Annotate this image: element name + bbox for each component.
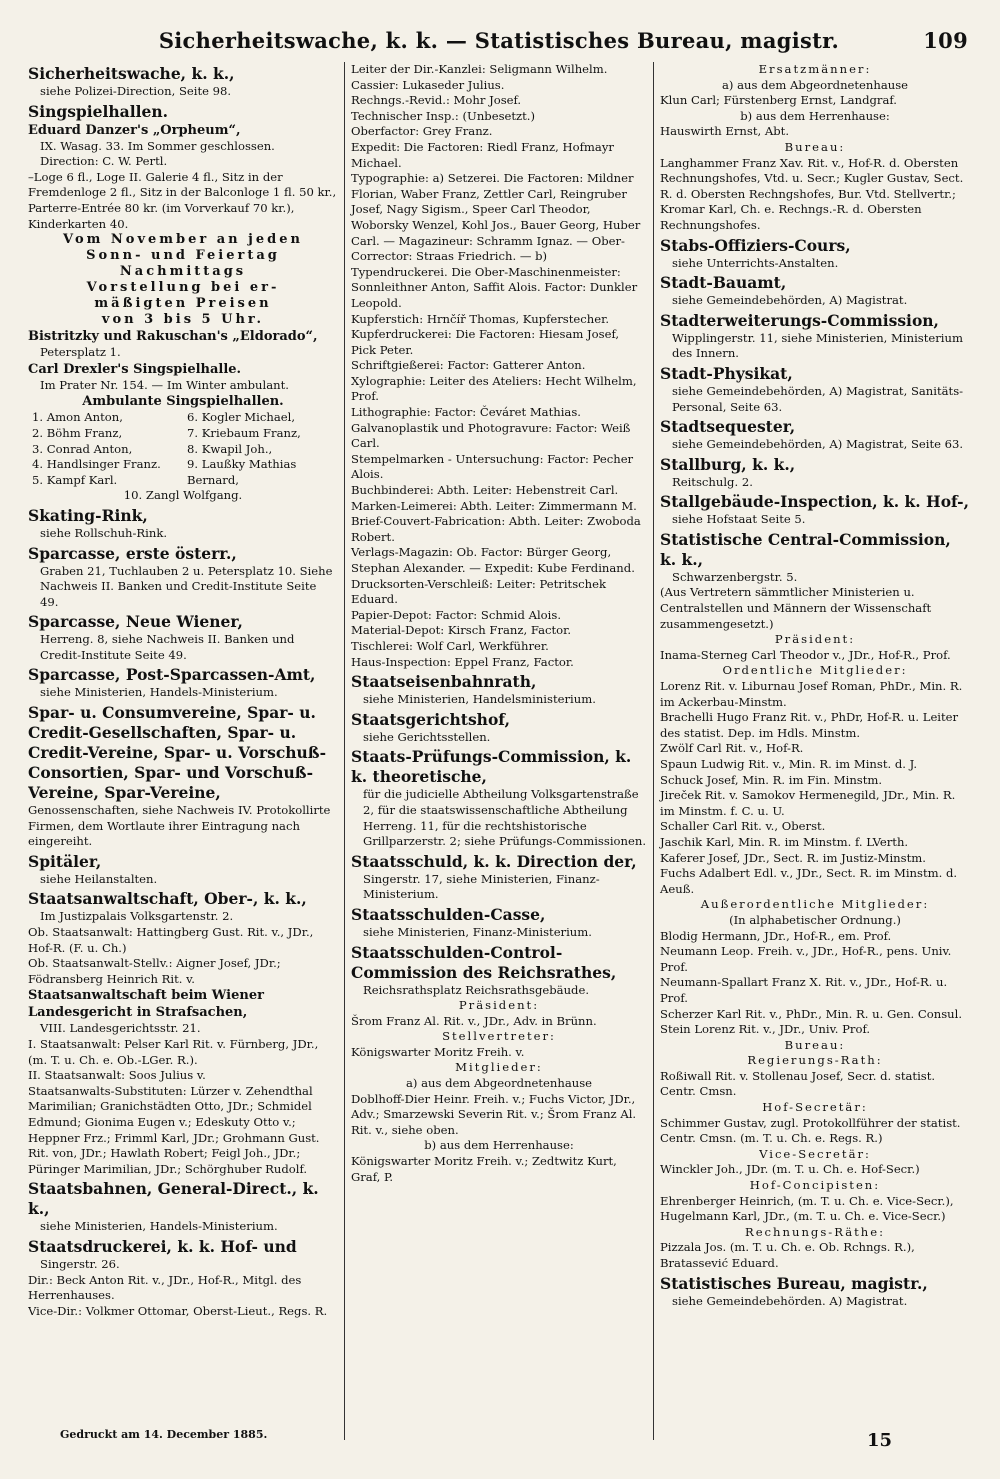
entry-text: Expedit: Die Factoren: Riedl Franz, Hofmayr Michael. [351,139,614,170]
entry-text: Königswarter Moritz Freih. v. [351,1044,525,1059]
entry-text: Typographie: a) Setzerei. Die Factoren: Mildner Florian, Waber Franz, Zettler Carl, Reingruber Josef, Nagy Sigism., Speer Carl Theodor, Woborsky Wenzel, Kohl Jos., Bauer Georg, Huber Carl. — Magazineur: Schramm Ignaz. — Ober-Corrector: Straas Friedrich. — b) Typendruckerei. Die Ober-Maschinenmeister: Sonnleithner Anton, Saffit Alois. Factor: Dunkler Leopold. [351,171,641,310]
entry-title: Staatsdruckerei, k. k. Hof- und [28,1236,297,1256]
announcement-line: Nachmittags [119,264,247,280]
entry-title: Sparcasse, Neue Wiener, [28,612,243,632]
entry-text: Schriftgießerei: Factor: Gatterer Anton. [351,358,586,373]
entry-text: Šrom Franz Al. Rit. v., JDr., Adv. in Brünn. [351,1013,597,1028]
entry-text: siehe Unterrichts-Anstalten. [672,255,839,270]
entry-title: Stallgebäude-Inspection, k. k. Hof-, [660,492,969,512]
entry-subtitle: Bistritzky und Rakuschan's „Eldorado“, [28,329,318,345]
announcement-line: Vom November an jeden [63,232,303,248]
entry-text: Petersplatz 1. [40,345,121,360]
entry-text: Im Justizpalais Volksgartenstr. 2. [40,909,234,924]
entry-text: Ehrenberger Heinrich, (m. T. u. Ch. e. Vice-Secr.), Hugelmann Karl, JDr., (m. T. u. Ch. e. Vice-Secr.) [660,1193,954,1224]
entry-title: Staats-Prüfungs-Commission, k. k. theoretische, [351,747,632,787]
page-number: 109 [923,28,968,53]
entry-text: Verlags-Magazin: Ob. Factor: Bürger Georg, Stephan Alexander. — Expedit: Kube Ferdinand. [351,545,635,575]
list-item: 3. Conrad Anton, [32,441,133,456]
column-right [654,62,970,1440]
entry-text: siehe Hofstaat Seite 5. [672,512,806,527]
entry-text: Fuchs Adalbert Edl. v., JDr., Sect. R. im Minstm. d. Aeuß. [660,866,958,896]
entry-text: Hauswirth Ernst, Abt. [660,124,790,139]
entry-text: Brief-Couvert-Fabrication: Abth. Leiter: Zwoboda Robert. [351,514,641,544]
entry-text: Oberfactor: Grey Franz. [351,124,493,139]
entry-text: Doblhoff-Dier Heinr. Freih. v.; Fuchs Victor, JDr., Adv.; Smarzewski Severin Rit. v.; Šrom Franz Al. Rit. v., siehe oben. [351,1091,637,1137]
entry-text: siehe Gemeindebehörden, A) Magistrat, Seite 63. [672,437,964,452]
entry-text: Material-Depot: Kirsch Franz, Factor. [351,623,572,638]
entry-title: Stadt-Physikat, [660,363,793,383]
column-left [28,62,344,1440]
section-heading: Rechnungs-Räthe: [744,1224,886,1239]
entry-text: Rechngs.-Revid.: Mohr Josef. [351,93,522,108]
entry-text: Technischer Insp.: (Unbesetzt.) [351,108,536,123]
entry-text: Ob. Staatsanwalt-Stellv.: Aigner Josef, JDr.; Födransberg Heinrich Rit. v. [28,956,281,986]
entry-text: Klun Carl; Fürstenberg Ernst, Landgraf. [660,93,897,108]
entry-text: –Loge 6 fl., Loge II. Galerie 4 fl., Sitz in der Fremdenloge 2 fl., Sitz in der Balconloge 1 fl. 50 kr., Parterre-Entrée 80 kr. (im Vorverkauf 70 kr.), Kinderkarten 40. [28,169,337,231]
entry-text: VIII. Landesgerichtsstr. 21. [40,1021,201,1036]
entry-text: II. Staatsanwalt: Soos Julius v. [28,1068,206,1083]
entry-text: siehe Heilanstalten. [40,871,158,886]
entry-text: Dir.: Beck Anton Rit. v., JDr., Hof-R., Mitgl. des Herrenhauses. [28,1272,302,1303]
performer-list [28,410,338,488]
entry-text: Neumann-Spallart Franz X. Rit. v., JDr., Hof-R. u. Prof. [660,975,948,1005]
entry-text: Brachelli Hugo Franz Rit. v., PhDr, Hof-R. u. Leiter des statist. Dep. im Hdls. Minstm. [660,710,959,740]
entry-text: Stein Lorenz Rit. v., JDr., Univ. Prof. [660,1022,871,1037]
entry-text: siehe Ministerien, Handels-Ministerium. [40,685,278,700]
entry-text: Im Prater Nr. 154. — Im Winter ambulant. [40,377,289,392]
entry-text: Cassier: Lukaseder Julius. [351,77,505,92]
entry-text: Marken-Leimerei: Abth. Leiter: Zimmermann M. [351,498,637,513]
printer-signature: 15 [866,1430,892,1451]
entry-text: Galvanoplastik und Photogravure: Factor: Weiß Carl. [351,420,631,451]
entry-title: Skating-Rink, [28,505,148,525]
entry-title: Singspielhallen. [28,101,169,121]
entry-subtitle: Carl Drexler's Singspielhalle. [28,361,242,377]
section-heading: Mitglieder: [455,1060,543,1075]
entry-text: Schuck Josef, Min. R. im Fin. Minstm. [660,772,883,787]
entry-subtitle: Ambulante Singspielhallen. [82,394,284,410]
list-item: 7. Kriebaum Franz, [187,425,301,440]
entry-title: Stabs-Offiziers-Cours, [660,235,851,255]
entry-subtitle: Eduard Danzer's „Orpheum“, [28,122,241,138]
entry-text: siehe Gemeindebehörden. A) Magistrat. [672,1293,908,1308]
section-heading: Hof-Concipisten: [749,1178,881,1193]
entry-text: Kaferer Josef, JDr., Sect. R. im Justiz-Minstm. [660,850,926,865]
list-item: 5. Kampf Karl. [32,472,118,487]
entry-title: Spitäler, [28,851,102,871]
section-heading: b) aus dem Herrenhause: [424,1138,574,1153]
entry-text: Schaller Carl Rit. v., Oberst. [660,819,826,834]
entry-title: Staatsgerichtshof, [351,709,511,729]
entry-text: Spaun Ludwig Rit. v., Min. R. im Minst. d. J. [660,757,918,771]
section-heading: a) aus dem Abgeordnetenhause [721,77,909,92]
entry-text: Singerstr. 17, siehe Ministerien, Finanz-Ministerium. [363,871,600,902]
section-heading: Ordentliche Mitglieder: [722,663,908,678]
list-item: 9. Laußky Mathias [187,457,297,472]
section-heading: Stellvertreter: [442,1029,556,1044]
page-header [28,28,970,56]
entry-title: Statistisches Bureau, magistr., [660,1273,928,1293]
entry-title: Stadt-Bauamt, [660,273,787,293]
entry-text: Reitschulg. 2. [672,474,753,489]
list-item: 8. Kwapil Joh., [187,441,273,456]
section-heading: (In alphabetischer Ordnung.) [729,912,901,927]
entry-text: Staatsanwalts-Substituten: Lürzer v. Zehendthal Marimilian; Granichstädten Otto, JDr.; Schmidel Edmund; Gionima Eugen v.; Edeskuty Otto v.; Heppner Frz.; Frimml Karl, JDr.; Grohmann Gust. Rit. von, JDr.; Hawlath Robert; Feigl Joh., JDr.; Püringer Marimilian, JDr.; Schörghuber Rudolf. [28,1083,320,1176]
entry-text: Jireček Rit. v. Samokov Hermenegild, JDr., Min. R. im Minstm. f. C. u. U. [660,788,956,818]
entry-text: Winckler Joh., JDr. (m. T. u. Ch. e. Hof-Secr.) [660,1162,920,1177]
list-item: 6. Kogler Michael, [187,410,296,425]
entry-text: I. Staatsanwalt: Pelser Karl Rit. v. Fürnberg, JDr., (m. T. u. Ch. e. Ob.-LGer. R.). [28,1037,319,1067]
section-heading: Präsident: [774,632,856,647]
entry-text: Kupferdruckerei: Die Factoren: Hiesam Josef, Pick Peter. [351,327,620,357]
section-heading: Präsident: [458,998,540,1013]
entry-text: siehe Ministerien, Handelsministerium. [363,692,596,707]
entry-text: Tischlerei: Wolf Carl, Werkführer. [351,638,549,653]
section-heading: Vice-Secretär: [759,1146,871,1161]
entry-text: Vice-Dir.: Volkmer Ottomar, Oberst-Lieut., Regs. R. [28,1303,328,1318]
print-date: Gedruckt am 14. December 1885. [60,1428,268,1441]
announcement-line: Sonn- und Feiertag [86,248,280,264]
entry-text: Papier-Depot: Factor: Schmid Alois. [351,607,562,622]
entry-title: Statistische Central-Commission, k. k., [660,529,951,569]
entry-text: Scherzer Karl Rit. v., PhDr., Min. R. u. Gen. Consul. [660,1006,963,1021]
entry-text: Zwölf Carl Rit. v., Hof-R. [660,741,804,756]
entry-title: Staatsanwaltschaft, Ober-, k. k., [28,889,307,909]
entry-text: Pizzala Jos. (m. T. u. Ch. e. Ob. Rchngs. R.), Bratassević Eduard. [660,1240,915,1270]
entry-title: Staatseisenbahnrath, [351,672,537,692]
section-heading: Bureau: [784,139,846,154]
entry-text: Wipplingerstr. 11, siehe Ministerien, Ministerium des Innern. [672,330,963,361]
entry-text: für die judicielle Abtheilung Volksgartenstraße 2, für die staatswissenschaftliche Abtheilung Herreng. 11, für die rechtshistorische Grillparzerstr. 2; siehe Prüfungs-Commissionen. [363,787,646,849]
entry-text: Jaschik Karl, Min. R. im Minstm. f. LVerth. [660,834,909,849]
announcement-line: von 3 bis 5 Uhr. [101,312,265,328]
entry-title: Staatsschuld, k. k. Direction der, [351,851,637,871]
section-heading: Bureau: [784,1037,846,1052]
entry-text: Roßiwall Rit. v. Stollenau Josef, Secr. d. statist. Centr. Cmsn. [660,1068,936,1099]
section-heading: b) aus dem Herrenhause: [740,108,890,123]
list-item: Bernard, [187,472,239,487]
section-heading: Regierungs-Rath: [747,1053,883,1068]
entry-text: siehe Gerichtsstellen. [363,729,491,744]
entry-title: Sparcasse, Post-Sparcassen-Amt, [28,665,316,685]
entry-text: Buchbinderei: Abth. Leiter: Hebenstreit Carl. [351,483,619,498]
entry-text: Blodig Hermann, JDr., Hof-R., em. Prof. [660,928,892,943]
entry-text: Lithographie: Factor: Čeváret Mathias. [351,405,581,420]
entry-title: Stallburg, k. k., [660,454,796,474]
entry-text: Schwarzenbergstr. 5. [672,569,798,584]
entry-title: Sparcasse, erste österr., [28,543,237,563]
entry-text: Leiter der Dir.-Kanzlei: Seligmann Wilhelm. [351,62,608,76]
list-item: 2. Böhm Franz, [32,425,123,440]
entry-subtitle: Staatsanwaltschaft beim Wiener Landesgericht in Strafsachen, [28,988,264,1021]
entry-text: siehe Polizei-Direction, Seite 98. [40,84,232,98]
entry-text: Neumann Leop. Freih. v., JDr., Hof-R., pens. Univ. Prof. [660,944,952,974]
section-heading: Hof-Secretär: [762,1100,868,1115]
section-heading: Außerordentliche Mitglieder: [700,897,930,912]
entry-text: siehe Ministerien, Finanz-Ministerium. [363,924,592,939]
entry-title: Staatsschulden-Control-Commission des Reichsrathes, [351,942,617,982]
entry-text: Genossenschaften, siehe Nachweis IV. Protokollirte Firmen, dem Wortlaute ihrer Eintragung nach eingereiht. [28,803,331,849]
entry-text: siehe Ministerien, Handels-Ministerium. [40,1219,278,1234]
entry-text: Stempelmarken - Untersuchung: Factor: Pecher Alois. [351,451,634,482]
entry-title: Spar- u. Consumvereine, Spar- u. Credit-Gesellschaften, Spar- u. Credit-Vereine, Spar- u. Vorschuß-Consortien, Spar- und Vorschuß-Vereine, Spar-Vereine, [28,703,327,803]
entry-text: Haus-Inspection: Eppel Franz, Factor. [351,654,574,669]
entry-text: Singerstr. 26. [40,1256,120,1271]
entry-title: Stadterweiterungs-Commission, [660,310,939,330]
entry-text: Inama-Sterneg Carl Theodor v., JDr., Hof-R., Prof. [660,647,951,662]
announcement-line: mäßigten Preisen [94,296,272,312]
list-item: 4. Handlsinger Franz. [32,457,161,472]
entry-text: siehe Gemeindebehörden, A) Magistrat. [672,293,908,308]
entry-text: Kupferstich: Hrnčíř Thomas, Kupferstecher. [351,311,610,326]
entry-text: Ob. Staatsanwalt: Hattingberg Gust. Rit. v., JDr., Hof-R. (F. u. Ch.) [28,925,314,955]
entry-text: Langhammer Franz Xav. Rit. v., Hof-R. d. Obersten Rechnungshofes, Vtd. u. Secr.; Kugler Gustav, Sect. R. d. Obersten Rechngshofes, Bur. Vtd. Stellvertr.; Kromar Karl, Ch. e. Rechngs.-R. d. Obersten Rechnungshofes. [660,155,964,232]
list-item: 10. Zangl Wolfgang. [123,488,243,503]
entry-text: Reichsrathsplatz Reichsrathsgebäude. [363,982,590,997]
entry-text: (Aus Vertretern sämmtlicher Ministerien u. Centralstellen und Männern der Wissenschaft zusammengesetzt.) [660,585,932,631]
entry-title: Stadtsequester, [660,417,796,437]
entry-text: Direction: C. W. Pertl. [40,154,168,169]
entry-text: siehe Rollschuh-Rink. [40,525,168,540]
entry-title: Staatsschulden-Casse, [351,904,546,924]
section-heading: Ersatzmänner: [758,62,872,76]
section-heading: a) aus dem Abgeordnetenhause [405,1076,593,1091]
entry-title: Staatsbahnen, General-Direct., k. k., [28,1179,319,1219]
text-columns [28,62,970,1440]
entry-text: IX. Wasag. 33. Im Sommer geschlossen. [40,138,275,153]
entry-text: siehe Gemeindebehörden, A) Magistrat, Sanitäts-Personal, Seite 63. [672,383,964,414]
entry-text: Herreng. 8, siehe Nachweis II. Banken und Credit-Institute Seite 49. [40,632,295,662]
running-title: Sicherheitswache, k. k. — Statistisches Bureau, magistr. [158,28,840,53]
entry-text: Xylographie: Leiter des Ateliers: Hecht Wilhelm, Prof. [351,373,637,404]
entry-text: Lorenz Rit. v. Liburnau Josef Roman, PhDr., Min. R. im Ackerbau-Minstm. [660,679,963,709]
entry-text: Drucksorten-Verschleiß: Leiter: Petritschek Eduard. [351,576,607,607]
entry-title: Sicherheitswache, k. k., [28,64,235,83]
entry-text: Königswarter Moritz Freih. v.; Zedtwitz Kurt, Graf, P. [351,1154,617,1184]
column-middle [344,62,654,1440]
entry-text: Schimmer Gustav, zugl. Protokollführer der statist. Centr. Cmsn. (m. T. u. Ch. e. Regs. R.) [660,1115,961,1146]
announcement-line: Vorstellung bei er- [86,280,280,296]
entry-text: Graben 21, Tuchlauben 2 u. Petersplatz 10. Siehe Nachweis II. Banken und Credit-Institute Seite 49. [40,563,333,609]
list-item: 1. Amon Anton, [32,410,123,425]
